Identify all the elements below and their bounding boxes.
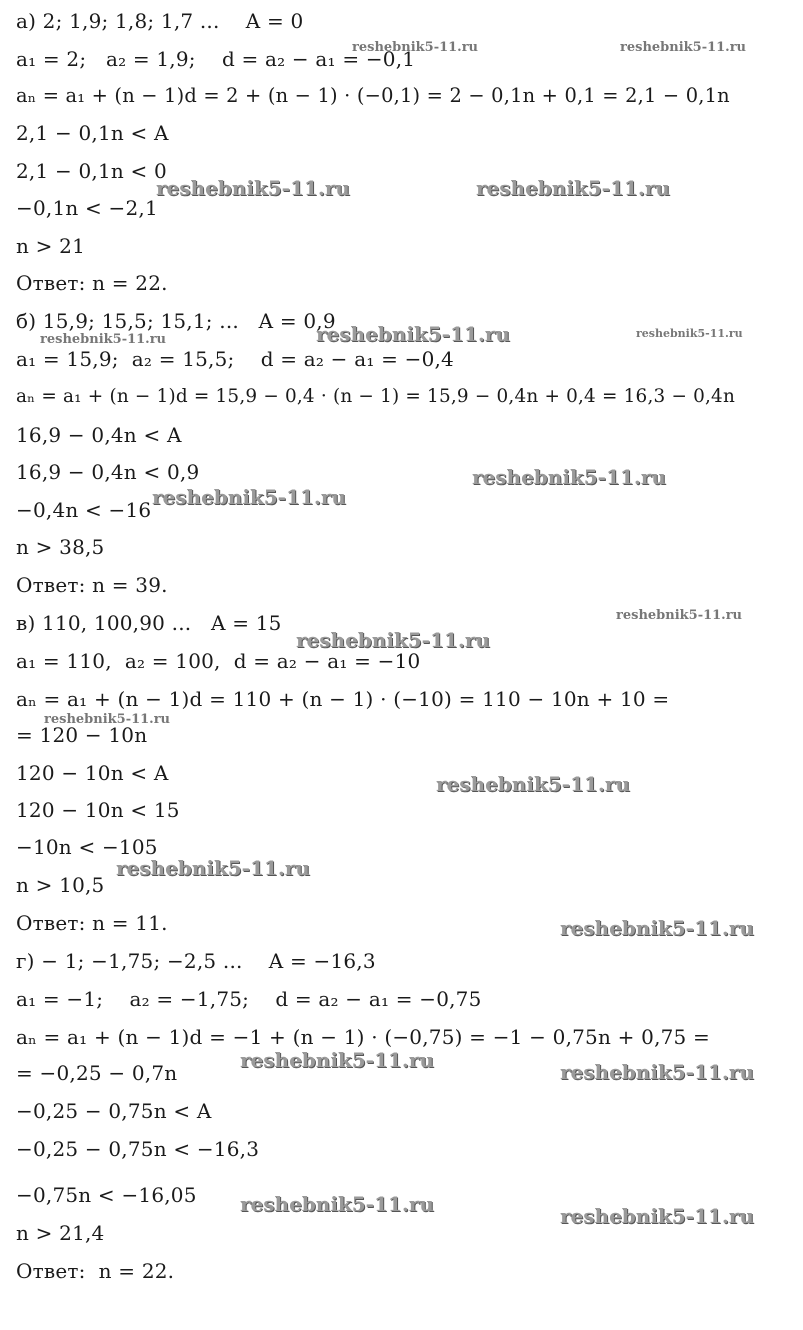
watermark: reshebnik5-11.ru: [560, 916, 754, 940]
part-d-formula: aₙ = a₁ + (n − 1)d = −1 + (n − 1) · (−0,75) = −1 − 0,75n + 0,75 =: [16, 1025, 710, 1049]
part-b-answer: Ответ: n = 39.: [16, 573, 168, 597]
part-d-answer: Ответ: n = 22.: [16, 1259, 175, 1283]
part-a-terms: a₁ = 2; a₂ = 1,9; d = a₂ − a₁ = −0,1: [16, 47, 416, 71]
part-b-inequality-3: −0,4n < −16: [16, 498, 152, 522]
part-a-inequality-4: n > 21: [16, 234, 86, 258]
part-c-formula: aₙ = a₁ + (n − 1)d = 110 + (n − 1) · (−10) = 110 − 10n + 10 =: [16, 687, 670, 711]
part-c-answer: Ответ: n = 11.: [16, 911, 168, 935]
part-c-inequality-3: −10n < −105: [16, 835, 158, 859]
part-a-header: а) 2; 1,9; 1,8; 1,7 ... A = 0: [16, 9, 304, 33]
watermark: reshebnik5-11.ru: [560, 1060, 754, 1084]
part-a-answer: Ответ: n = 22.: [16, 271, 168, 295]
part-c-formula-cont: = 120 − 10n: [16, 723, 148, 747]
watermark: reshebnik5-11.ru: [436, 772, 630, 796]
watermark: reshebnik5-11.ru: [636, 327, 743, 340]
part-a-formula: aₙ = a₁ + (n − 1)d = 2 + (n − 1) · (−0,1) = 2 − 0,1n + 0,1 = 2,1 − 0,1n: [16, 84, 730, 107]
watermark: reshebnik5-11.ru: [616, 608, 743, 623]
watermark: reshebnik5-11.ru: [620, 40, 747, 55]
watermark: reshebnik5-11.ru: [156, 176, 350, 200]
part-b-formula: aₙ = a₁ + (n − 1)d = 15,9 − 0,4 · (n − 1) = 15,9 − 0,4n + 0,4 = 16,3 − 0,4n: [16, 386, 735, 407]
watermark: reshebnik5-11.ru: [152, 485, 346, 509]
part-d-formula-cont: = −0,25 − 0,7n: [16, 1061, 178, 1085]
part-a-inequality-2: 2,1 − 0,1n < 0: [16, 159, 167, 183]
watermark: reshebnik5-11.ru: [296, 628, 490, 652]
part-c-header: в) 110, 100,90 ... A = 15: [16, 611, 282, 635]
part-d-inequality-3: −0,75n < −16,05: [16, 1183, 197, 1207]
watermark: reshebnik5-11.ru: [240, 1192, 434, 1216]
part-b-header: б) 15,9; 15,5; 15,1; ... A = 0,9: [16, 309, 336, 333]
watermark: reshebnik5-11.ru: [476, 176, 670, 200]
watermark: reshebnik5-11.ru: [116, 856, 310, 880]
watermark: reshebnik5-11.ru: [560, 1204, 754, 1228]
part-a-inequality-3: −0,1n < −2,1: [16, 196, 158, 220]
part-d-header: г) − 1; −1,75; −2,5 ... A = −16,3: [16, 949, 376, 973]
watermark: reshebnik5-11.ru: [316, 322, 510, 346]
part-a-inequality-1: 2,1 − 0,1n < A: [16, 121, 169, 145]
part-d-inequality-2: −0,25 − 0,75n < −16,3: [16, 1137, 260, 1161]
watermark: reshebnik5-11.ru: [352, 40, 479, 55]
part-d-terms: a₁ = −1; a₂ = −1,75; d = a₂ − a₁ = −0,75: [16, 987, 482, 1011]
watermark: reshebnik5-11.ru: [240, 1048, 434, 1072]
part-b-inequality-2: 16,9 − 0,4n < 0,9: [16, 460, 200, 484]
part-b-inequality-1: 16,9 − 0,4n < A: [16, 423, 182, 447]
part-d-inequality-4: n > 21,4: [16, 1221, 105, 1245]
part-d-inequality-1: −0,25 − 0,75n < A: [16, 1099, 212, 1123]
watermark: reshebnik5-11.ru: [40, 332, 167, 347]
part-c-inequality-4: n > 10,5: [16, 873, 105, 897]
part-b-inequality-4: n > 38,5: [16, 535, 105, 559]
part-c-inequality-2: 120 − 10n < 15: [16, 798, 180, 822]
watermark: reshebnik5-11.ru: [44, 712, 171, 727]
watermark: reshebnik5-11.ru: [472, 465, 666, 489]
part-c-terms: a₁ = 110, a₂ = 100, d = a₂ − a₁ = −10: [16, 649, 421, 673]
part-c-inequality-1: 120 − 10n < A: [16, 761, 169, 785]
part-b-terms: a₁ = 15,9; a₂ = 15,5; d = a₂ − a₁ = −0,4: [16, 347, 454, 371]
